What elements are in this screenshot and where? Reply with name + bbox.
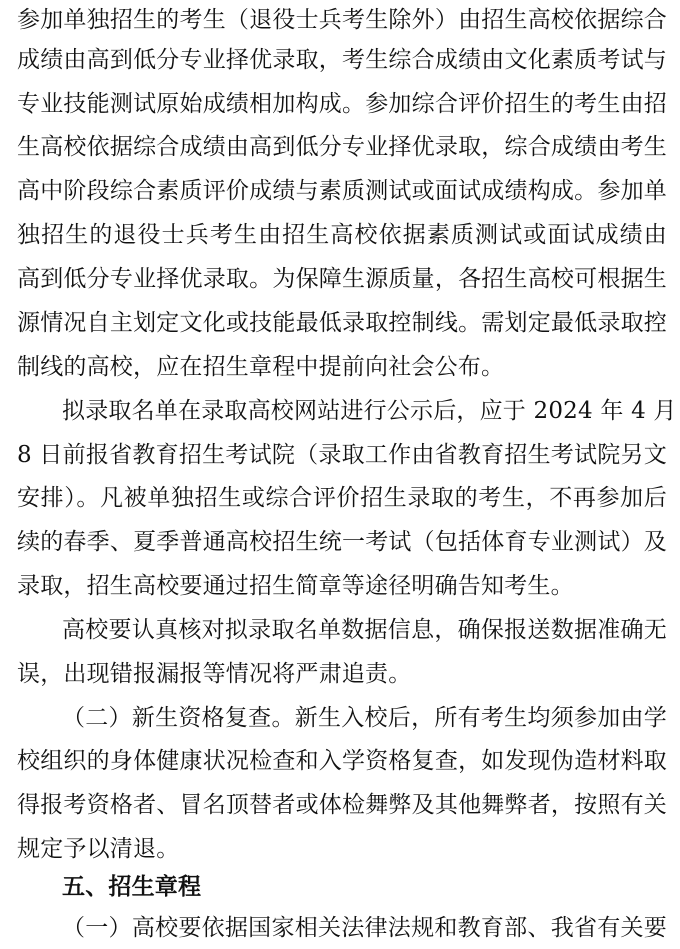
text-line-17: （二）新生资格复查。新生入校后，所有考生均须参加由学: [62, 705, 667, 731]
text-line-1: 参加单独招生的考生（退役士兵考生除外）由招生高校依据综合: [17, 7, 667, 33]
text-line-7: 高到低分专业择优录取。为保障生源质量，各招生高校可根据生: [17, 266, 667, 292]
text-line-6: 独招生的退役士兵考生由招生高校依据素质测试或面试成绩由: [17, 222, 667, 248]
text-line-18: 校组织的身体健康状况检查和入学资格复查，如发现伪造材料取: [17, 748, 667, 774]
text-line-12: 安排）。凡被单独招生或综合评价招生录取的考生，不再参加后: [17, 485, 667, 511]
text-line-22: （一）高校要依据国家相关法律法规和教育部、我省有关要: [62, 915, 667, 941]
text-line-13: 续的春季、夏季普通高校招生统一考试（包括体育专业测试）及: [17, 529, 667, 555]
text-line-4: 生高校依据综合成绩由高到低分专业择优录取，综合成绩由考生: [17, 134, 667, 160]
text-line-10: 拟录取名单在录取高校网站进行公示后，应于 2024 年 4 月: [62, 398, 677, 424]
text-line-11: 8 日前报省教育招生考试院（录取工作由省教育招生考试院另文: [17, 442, 667, 468]
text-line-16: 误，出现错报漏报等情况将严肃追责。: [17, 661, 412, 687]
text-line-20: 规定予以清退。: [17, 836, 180, 862]
text-line-5: 高中阶段综合素质评价成绩与素质测试或面试成绩构成。参加单: [17, 178, 667, 204]
text-line-2: 成绩由高到低分专业择优录取，考生综合成绩由文化素质考试与: [17, 47, 667, 73]
text-line-3: 专业技能测试原始成绩相加构成。参加综合评价招生的考生由招: [17, 91, 667, 117]
section-heading: 五、招生章程: [62, 873, 202, 900]
text-line-14: 录取，招生高校要通过招生简章等途径明确告知考生。: [17, 573, 574, 599]
text-line-8: 源情况自主划定文化或技能最低录取控制线。需划定最低录取控: [17, 310, 667, 336]
text-line-19: 得报考资格者、冒名顶替者或体检舞弊及其他舞弊者，按照有关: [17, 792, 667, 818]
text-line-9: 制线的高校，应在招生章程中提前向社会公布。: [17, 354, 505, 380]
text-line-15: 高校要认真核对拟录取名单数据信息，确保报送数据准确无: [62, 617, 667, 643]
